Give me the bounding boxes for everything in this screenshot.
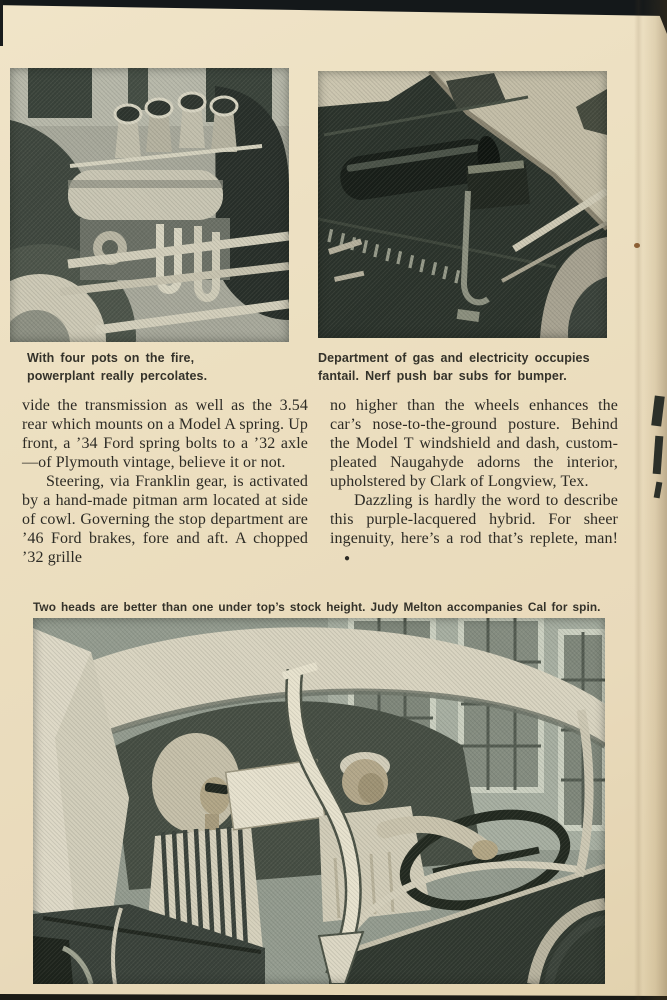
- engine-photo-illustration: [10, 68, 289, 342]
- paragraph: no higher than the wheels enhances the car’s nose-to-the-ground posture. Behind the Model T windshield and dash, custom-pleated Naugahyde adorns the interior, upholstered by Clark of Longview, Tex.: [330, 397, 618, 490]
- article-end-mark: ●: [344, 553, 351, 564]
- scan-edge-top: [0, 0, 667, 16]
- caption-line: fantail. Nerf push bar subs for bumper.: [318, 368, 567, 383]
- article-left-column: [22, 396, 308, 567]
- paragraph: [330, 491, 618, 568]
- paragraph: Steering, via Franklin gear, is activated by a hand-made pitman arm located at side of cowl. Governing the stop department are ’46 Ford brakes, fore and aft. A chopped ’32 grille: [22, 473, 308, 566]
- caption-line: powerplant really percolates.: [27, 368, 208, 383]
- fantail-photo-caption: [318, 350, 630, 385]
- caption-line: With four pots on the fire,: [27, 351, 195, 365]
- car-interior-illustration: [33, 618, 605, 984]
- paragraph: vide the transmission as well as the 3.54 rear which mounts on a Model A spring. Up front, a ’34 Ford spring bolts to a ’32 axle—of Plymouth vintage, believe it or not.: [22, 397, 308, 471]
- scan-edge-bottom: [0, 992, 667, 1000]
- article-right-column: [330, 396, 618, 568]
- scan-edge-left: [0, 0, 3, 46]
- fantail-photo: [318, 71, 607, 338]
- paper-stain: [634, 243, 640, 248]
- paragraph-text: Dazzling is hardly the word to describe this purple-lacquered hybrid. For sheer ingenuity, here’s a rod that’s replete, man!: [330, 492, 618, 547]
- engine-photo: [10, 68, 289, 342]
- engine-photo-caption: [27, 350, 307, 385]
- fantail-photo-illustration: [318, 71, 607, 338]
- car-photo-caption: Two heads are better than one under top’s stock height. Judy Melton accompanies Cal for spin.: [33, 600, 601, 614]
- caption-line: Department of gas and electricity occupies: [318, 351, 590, 365]
- page-edge-shadow: [641, 0, 667, 1000]
- car-interior-photo: [33, 618, 605, 984]
